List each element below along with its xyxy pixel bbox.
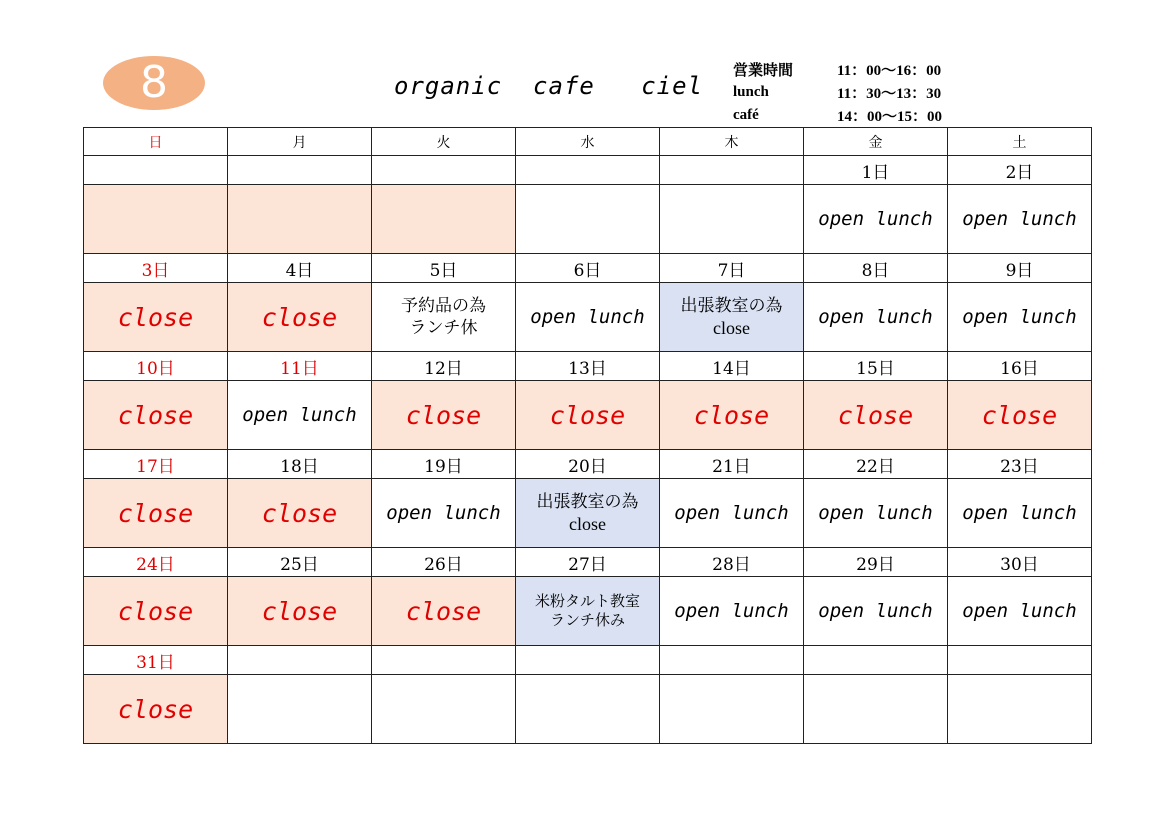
status-row [84, 283, 1092, 352]
date-cell: 22日 [804, 450, 948, 479]
status-row [84, 185, 1092, 254]
status-row [84, 577, 1092, 646]
date-row [84, 646, 1092, 675]
date-cell: 16日 [948, 352, 1092, 381]
weekday-friday: 金 [804, 128, 948, 156]
day-status-cell [228, 479, 372, 548]
day-status-cell [804, 479, 948, 548]
day-status-cell [516, 577, 660, 646]
date-cell: 28日 [660, 548, 804, 577]
day-status-cell [84, 675, 228, 744]
date-cell: 5日 [372, 254, 516, 283]
date-row [84, 156, 1092, 185]
day-status-cell [516, 185, 660, 254]
date-cell: 10日 [84, 352, 228, 381]
hours-value: 11：00〜16：00 [837, 63, 942, 79]
day-status-cell [84, 283, 228, 352]
day-status-cell [372, 479, 516, 548]
hours-label: lunch [733, 84, 769, 100]
day-status-cell [804, 577, 948, 646]
day-status-cell [660, 577, 804, 646]
date-cell [516, 646, 660, 675]
day-status-text: close [405, 596, 482, 626]
weekday-thursday: 木 [660, 128, 804, 156]
hours-value: 14：00〜15：00 [837, 109, 943, 125]
date-cell: 12日 [372, 352, 516, 381]
day-status-text: close [549, 400, 626, 430]
date-cell [372, 156, 516, 185]
day-status-text: open lunch [818, 306, 933, 328]
day-status-text: open lunch [962, 600, 1077, 622]
weekday-tuesday: 火 [372, 128, 516, 156]
business-hours [733, 58, 942, 127]
day-status-cell [804, 675, 948, 744]
day-status-cell [948, 479, 1092, 548]
weekday-monday: 月 [228, 128, 372, 156]
day-status-subtext: close [713, 317, 750, 338]
day-status-subtext: ランチ休み [549, 611, 625, 629]
day-status-text: open lunch [818, 502, 933, 524]
day-status-text: close [837, 400, 914, 430]
day-status-cell [372, 185, 516, 254]
day-status-cell [516, 675, 660, 744]
day-status-text: close [261, 596, 338, 626]
cafe-title: organic cafe ciel [394, 72, 703, 100]
hours-row-cafe [733, 104, 942, 127]
date-cell: 11日 [228, 352, 372, 381]
day-status-cell [948, 577, 1092, 646]
day-status-cell [516, 381, 660, 450]
day-status-text: 予約品の為 [401, 295, 486, 316]
day-status-cell [804, 381, 948, 450]
day-status-text: close [405, 400, 482, 430]
date-row [84, 548, 1092, 577]
date-row [84, 254, 1092, 283]
day-status-cell [228, 185, 372, 254]
date-cell: 14日 [660, 352, 804, 381]
day-status-text: open lunch [962, 502, 1077, 524]
day-status-text: open lunch [818, 600, 933, 622]
day-status-cell [84, 479, 228, 548]
day-status-cell [228, 381, 372, 450]
day-status-text: open lunch [818, 208, 933, 230]
day-status-text: 米粉タルト教室 [534, 591, 640, 610]
day-status-cell [948, 381, 1092, 450]
day-status-cell [372, 283, 516, 352]
day-status-cell [660, 381, 804, 450]
day-status-text: close [117, 596, 194, 626]
date-cell: 15日 [804, 352, 948, 381]
date-cell [516, 156, 660, 185]
date-cell [228, 156, 372, 185]
day-status-text: close [117, 302, 194, 332]
date-cell: 29日 [804, 548, 948, 577]
date-cell: 7日 [660, 254, 804, 283]
day-status-text: open lunch [962, 208, 1077, 230]
date-cell: 31日 [84, 646, 228, 675]
hours-row-lunch [733, 81, 942, 104]
day-status-text: 出張教室の為 [536, 492, 639, 513]
day-status-cell [372, 675, 516, 744]
date-cell: 13日 [516, 352, 660, 381]
date-cell: 23日 [948, 450, 1092, 479]
day-status-text: close [117, 498, 194, 528]
hours-label: 営業時間 [733, 63, 794, 79]
date-cell [948, 646, 1092, 675]
day-status-cell [660, 479, 804, 548]
day-status-cell [228, 283, 372, 352]
date-cell: 17日 [84, 450, 228, 479]
date-row [84, 352, 1092, 381]
day-status-cell [948, 675, 1092, 744]
day-status-cell [660, 675, 804, 744]
hours-label: café [733, 107, 759, 123]
day-status-text: close [261, 302, 338, 332]
date-cell: 26日 [372, 548, 516, 577]
day-status-text: close [693, 400, 770, 430]
day-status-cell [516, 283, 660, 352]
day-status-text: 出張教室の為 [680, 296, 783, 317]
date-cell [84, 156, 228, 185]
date-cell: 6日 [516, 254, 660, 283]
date-cell [660, 156, 804, 185]
date-cell: 8日 [804, 254, 948, 283]
date-cell: 2日 [948, 156, 1092, 185]
day-status-text: close [117, 694, 194, 724]
date-row [84, 450, 1092, 479]
day-status-text: close [981, 400, 1058, 430]
status-row [84, 381, 1092, 450]
day-status-text: open lunch [962, 306, 1077, 328]
day-status-cell [948, 185, 1092, 254]
day-status-text: close [117, 400, 194, 430]
day-status-cell [660, 283, 804, 352]
day-status-subtext: ランチ休 [409, 318, 478, 338]
date-cell: 9日 [948, 254, 1092, 283]
weekday-saturday: 土 [948, 128, 1092, 156]
date-cell: 25日 [228, 548, 372, 577]
day-status-cell [660, 185, 804, 254]
day-status-cell [948, 283, 1092, 352]
day-status-cell [804, 185, 948, 254]
date-cell [228, 646, 372, 675]
date-cell: 21日 [660, 450, 804, 479]
date-cell: 27日 [516, 548, 660, 577]
date-cell: 18日 [228, 450, 372, 479]
day-status-cell [228, 675, 372, 744]
date-cell: 4日 [228, 254, 372, 283]
date-cell: 30日 [948, 548, 1092, 577]
day-status-text: open lunch [674, 502, 789, 524]
day-status-cell [228, 577, 372, 646]
date-cell [660, 646, 804, 675]
hours-value: 11：30〜13：30 [837, 86, 942, 102]
date-cell: 3日 [84, 254, 228, 283]
weekday-header-row [84, 128, 1092, 156]
day-status-cell [516, 479, 660, 548]
weekday-wednesday: 水 [516, 128, 660, 156]
day-status-text: close [261, 498, 338, 528]
date-cell: 1日 [804, 156, 948, 185]
month-badge [103, 56, 205, 110]
day-status-cell [804, 283, 948, 352]
date-cell: 20日 [516, 450, 660, 479]
day-status-text: open lunch [530, 306, 645, 328]
status-row [84, 479, 1092, 548]
date-cell: 24日 [84, 548, 228, 577]
date-cell: 19日 [372, 450, 516, 479]
day-status-text: open lunch [242, 404, 357, 426]
weekday-sunday: 日 [84, 128, 228, 156]
day-status-subtext: close [569, 513, 606, 534]
month-number: 8 [140, 57, 168, 108]
status-row [84, 675, 1092, 744]
day-status-cell [84, 577, 228, 646]
day-status-cell [372, 577, 516, 646]
date-cell [804, 646, 948, 675]
day-status-cell [84, 381, 228, 450]
calendar-table [83, 127, 1092, 744]
day-status-cell [372, 381, 516, 450]
date-cell [372, 646, 516, 675]
hours-row-business [733, 58, 942, 81]
day-status-text: open lunch [386, 502, 501, 524]
day-status-cell [84, 185, 228, 254]
day-status-text: open lunch [674, 600, 789, 622]
